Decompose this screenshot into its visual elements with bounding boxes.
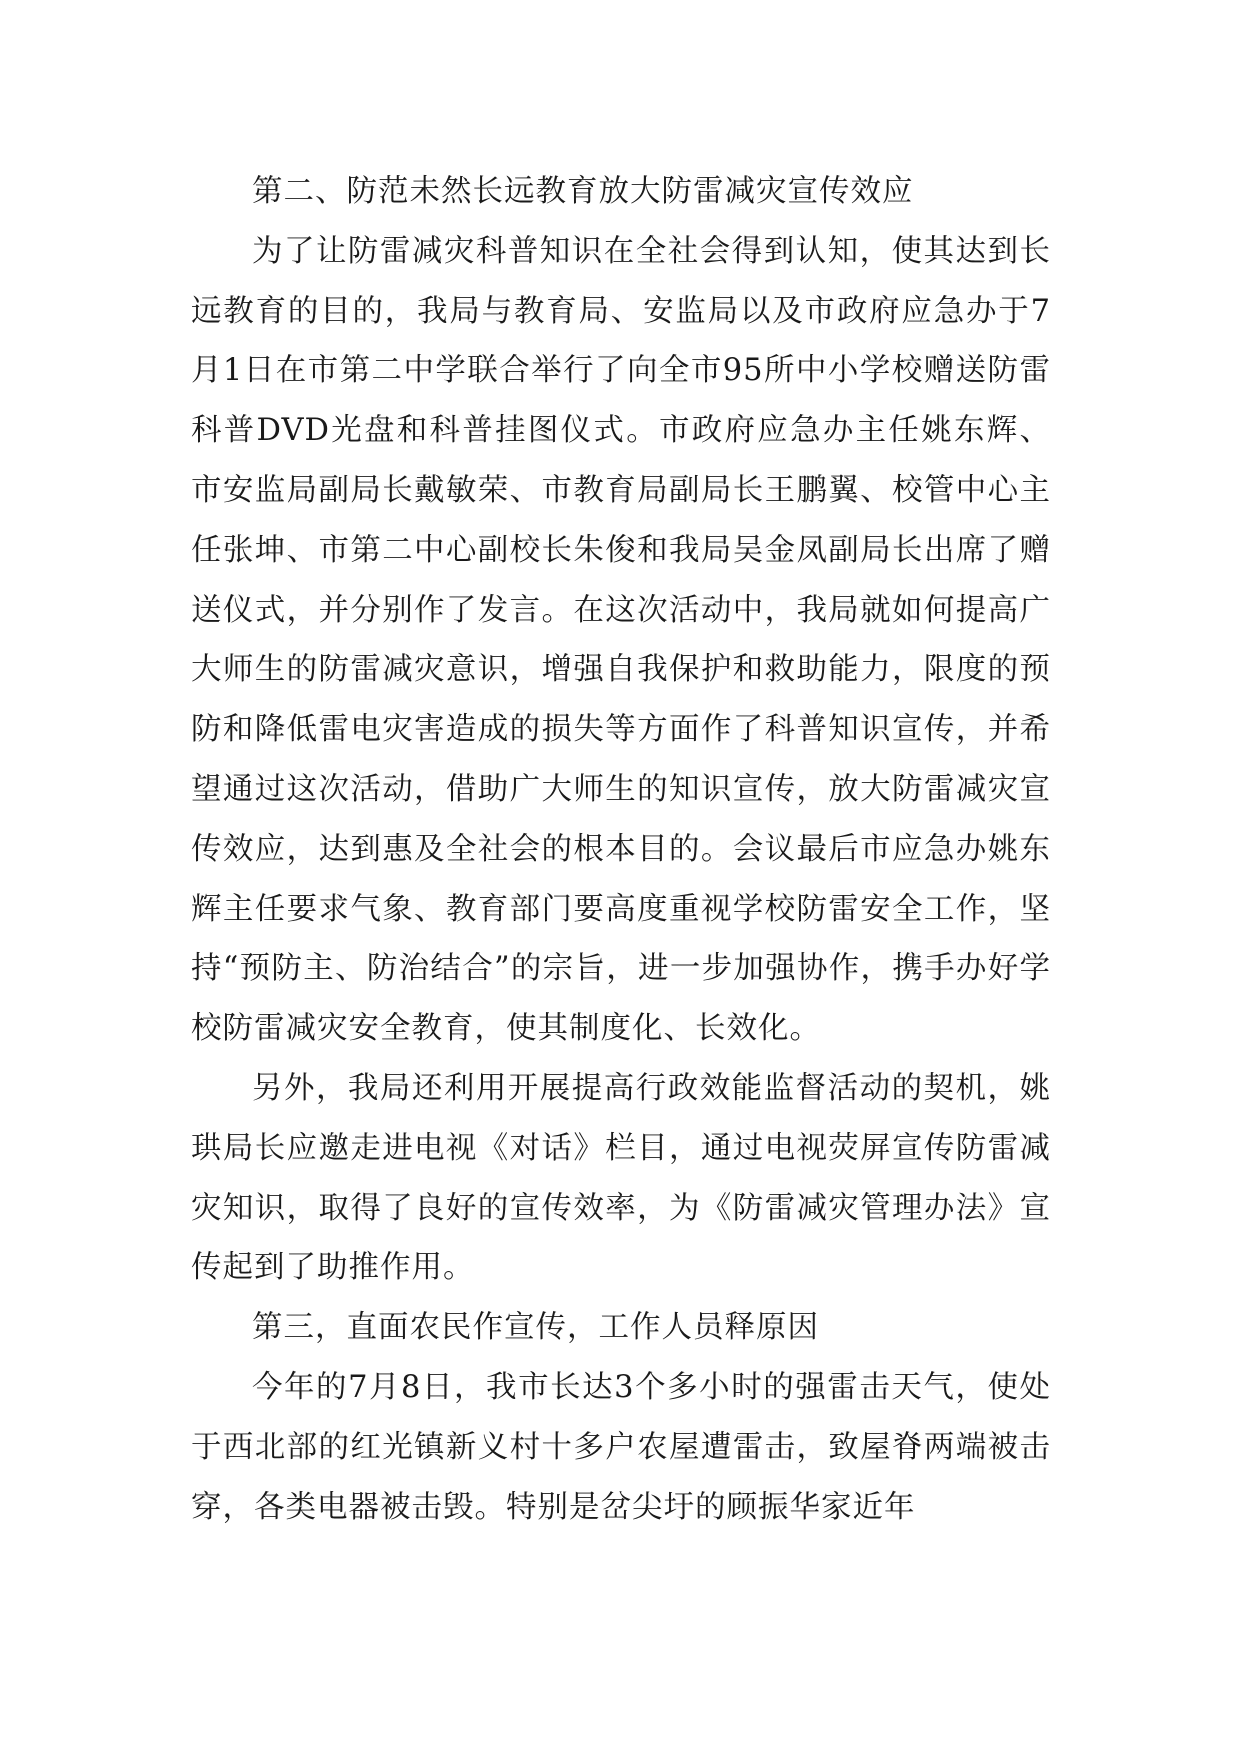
section-2-paragraph-1: 为了让防雷减灾科普知识在全社会得到认知，使其达到长远教育的目的，我局与教育局、安监局以及市政府应急办于7月1日在市第二中学联合举行了向全市95所中小学校赠送防雷科普DVD光盘和科普挂图仪式。市政府应急办主任姚东辉、市安监局副局长戴敏荣、市教育局副局长王鹏翼、校管中心主任张坤、市第二中心副校长朱俊和我局吴金凤副局长出席了赠送仪式，并分别作了发言。在这次活动中，我局就如何提高广大师生的防雷减灾意识，增强自我保护和救助能力，限度的预防和降低雷电灾害造成的损失等方面作了科普知识宣传，并希望通过这次活动，借助广大师生的知识宣传，放大防雷减灾宣传效应，达到惠及全社会的根本目的。会议最后市应急办姚东辉主任要求气象、教育部门要高度重视学校防雷安全工作，坚持“预防主、防治结合”的宗旨，进一步加强协作，携手办好学校防雷减灾安全教育，使其制度化、长效化。 xyxy=(191,233,1051,1047)
section-2-heading: 第二、防范未然长远教育放大防雷减灾宣传效应 xyxy=(252,174,914,209)
section-3-heading: 第三，直面农民作宣传，工作人员释原因 xyxy=(252,1310,819,1346)
document-body xyxy=(191,162,1051,1537)
section-2-paragraph-2: 另外，我局还利用开展提高行政效能监督活动的契机，姚珙局长应邀走进电视《对话》栏目，通过电视荧屏宣传防雷减灾知识，取得了良好的宣传效率，为《防雷减灾管理办法》宣传起到了助推作用。 xyxy=(191,1070,1051,1286)
section-3-paragraph-1: 今年的7月8日，我市长达3个多小时的强雷击天气，使处于西北部的红光镇新义村十多户农屋遭雷击，致屋脊两端被击穿，各类电器被击毁。特别是岔尖圩的顾振华家近年 xyxy=(191,1369,1051,1525)
